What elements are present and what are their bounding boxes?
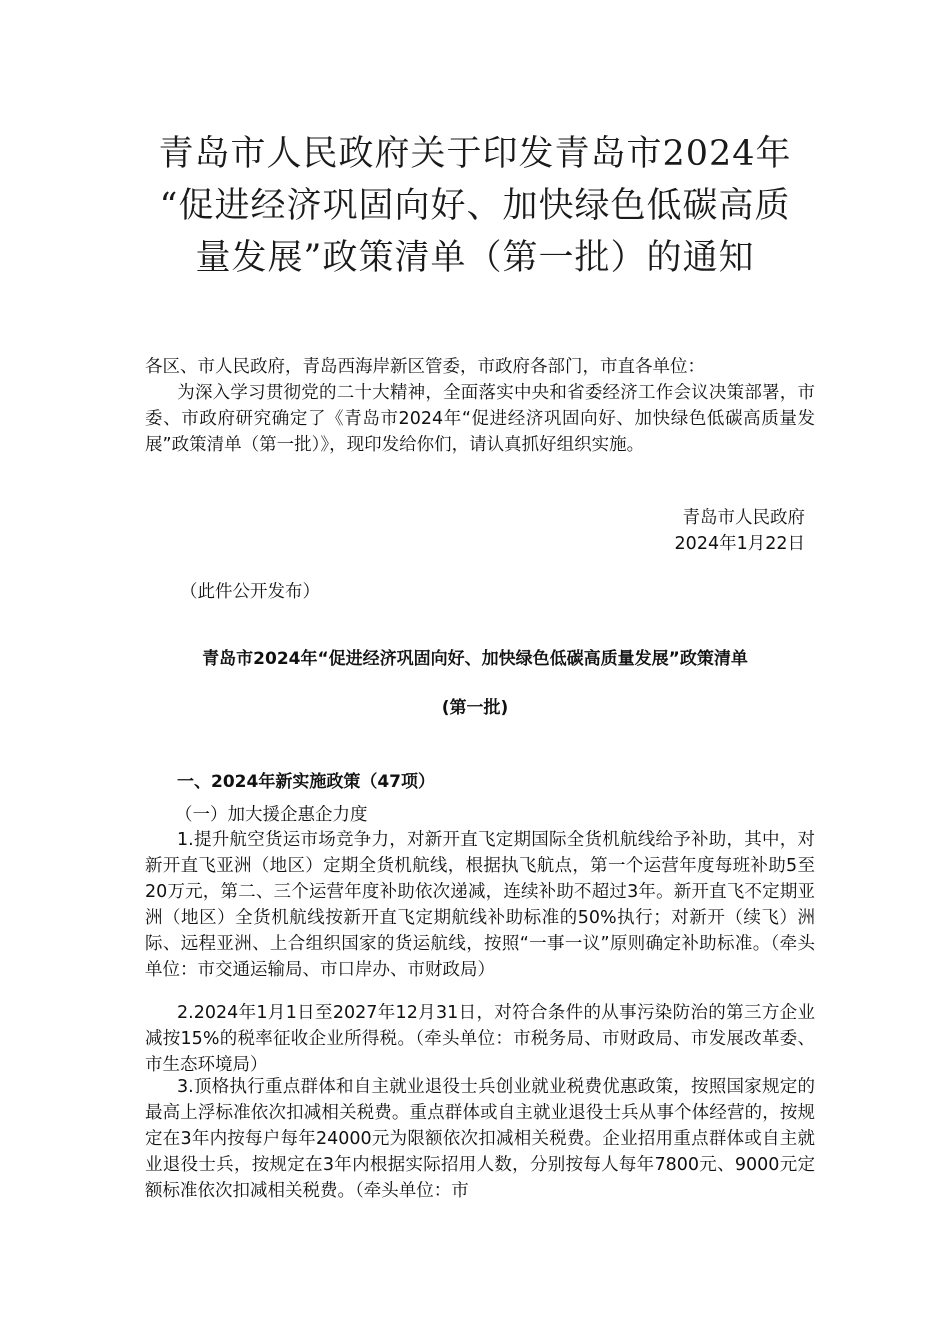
policy-item-text: 1.提升航空货运市场竞争力，对新开直飞定期国际全货机航线给予补助，其中，对新开直飞亚洲（地区）定期全货机航线，根据执飞航点，第一个运营年度每班补助5至20万元，第二、三个运营年度补助依次递减，连续补助不超过3年。新开直飞不定期亚洲（地区）全货机航线按新开直飞定期航线补助标准的50%执行；对新开（续飞）洲际、远程亚洲、上合组织国家的货运航线，按照“一事一议”原则确定补助标准。（牵头单位：市交通运输局、市口岸办、市财政局）: [145, 830, 815, 980]
addressee-line: 各区、市人民政府，青岛西海岸新区管委，市政府各部门，市直各单位：: [145, 357, 705, 377]
signature-organization: 青岛市人民政府: [682, 508, 805, 528]
policy-item: [145, 827, 815, 983]
publication-note: （此件公开发布）: [180, 582, 320, 602]
signature-date: 2024年1月22日: [674, 534, 805, 554]
policy-list-subtitle: (第一批): [441, 698, 509, 718]
policy-item-text: 2.2024年1月1日至2027年12月31日，对符合条件的从事污染防治的第三方企业减按15%的税率征收企业所得税。（牵头单位：市税务局、市财政局、市发展改革委、市生态环境局）: [145, 1003, 815, 1075]
policy-item-text: 3.顶格执行重点群体和自主就业退役士兵创业就业税费优惠政策，按照国家规定的最高上浮标准依次扣减相关税费。重点群体或自主就业退役士兵从事个体经营的，按规定在3年内按每户每年24000元为限额依次扣减相关税费。企业招用重点群体或自主就业退役士兵，按规定在3年内根据实际招用人数，分别按每人每年7800元、9000元定额标准依次扣减相关税费。（牵头单位：市: [145, 1077, 815, 1201]
policy-item: [145, 1000, 815, 1078]
title-line-3: 量发展”政策清单（第一批）的通知: [195, 238, 755, 278]
intro-paragraph-text: 为深入学习贯彻党的二十大精神，全面落实中央和省委经济工作会议决策部署，市委、市政府研究确定了《青岛市2024年“促进经济巩固向好、加快绿色低碳高质量发展”政策清单（第一批）》，现印发给你们，请认真抓好组织实施。: [145, 383, 815, 455]
policy-item: [145, 1074, 815, 1204]
title-line-1: 青岛市人民政府关于印发青岛市2024年: [158, 134, 792, 174]
subsection-heading: （一）加大援企惠企力度: [175, 805, 368, 825]
title-line-2: “促进经济巩固向好、加快绿色低碳高质: [159, 186, 791, 226]
policy-list-title: 青岛市2024年“促进经济巩固向好、加快绿色低碳高质量发展”政策清单: [202, 649, 748, 669]
intro-paragraph: [145, 380, 815, 458]
section-heading: 一、2024年新实施政策（47项）: [177, 772, 435, 792]
document-title: [140, 128, 810, 284]
